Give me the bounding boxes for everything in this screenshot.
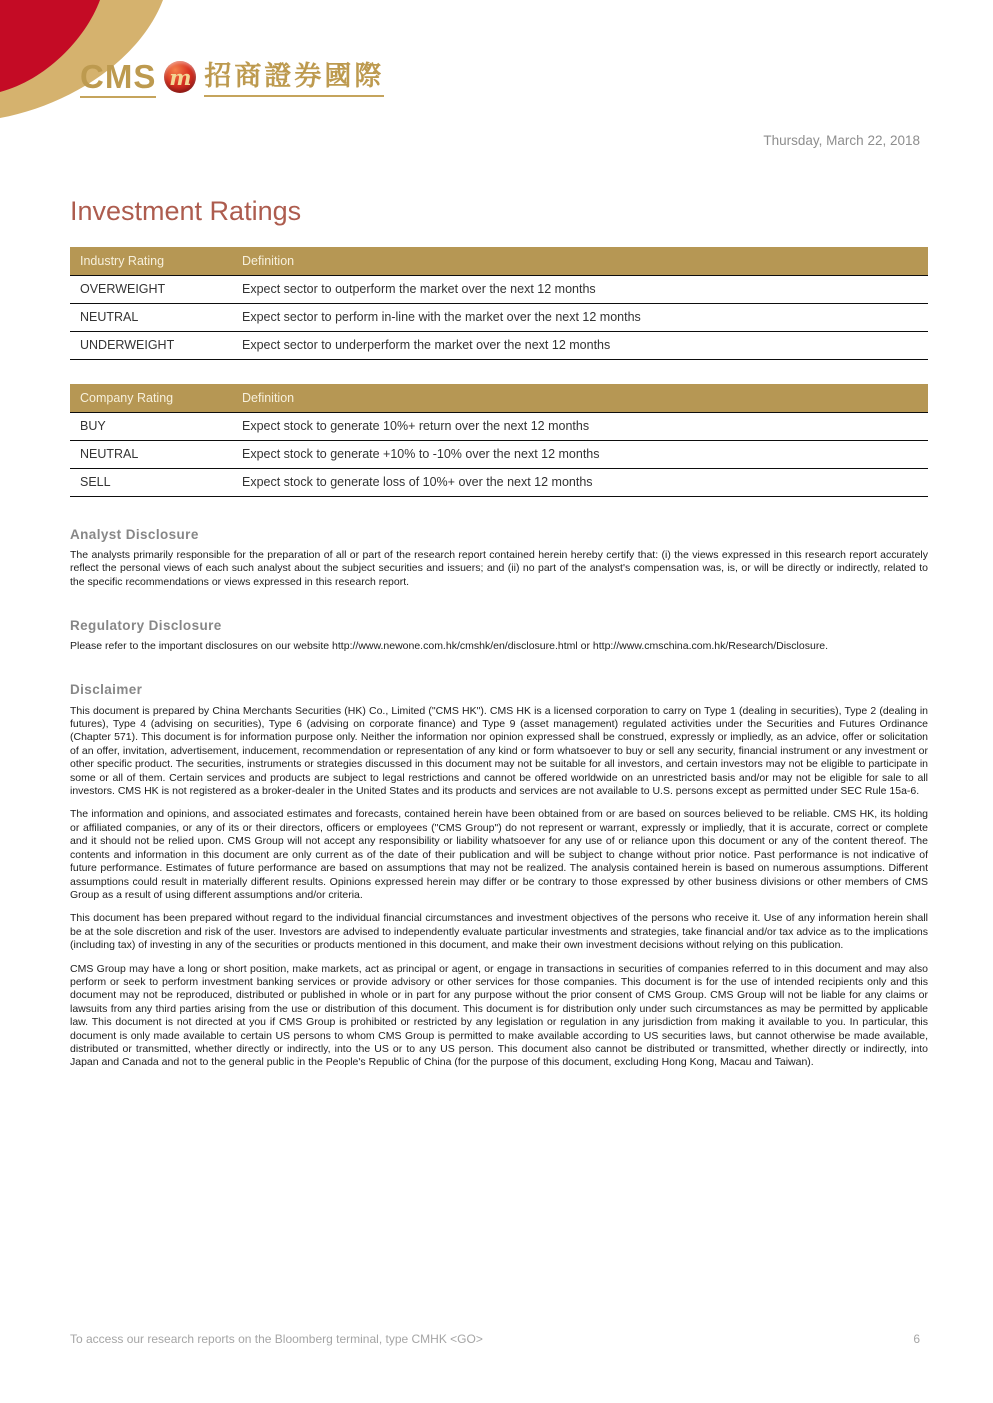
disclaimer-paragraph: The information and opinions, and associated estimates and forecasts, contained herein have been obtained from or are based on sources believed to be reliable. CMS HK, its holding or affiliated companies, or any of its or their directors, officers or employees ("CMS Group") do not represent or warrant, expressly or impliedly, that it is accurate, correct or complete and it should not be relied upon. CMS Group will not accept any responsibility or liability whatsoever for any use of or reliance upon this document or any of the content thereof. The contents and information in this document are only current as of the date of their publication and will be subject to change without prior notice. Past performance is not indicative of future performance. Estimates of future performance are based on assumptions that may not be realized. The analysis contained herein is based on numerous assumptions. Different assumptions could result in materially different results. Opinions expressed herein may differ or be contrary to those expressed by other business divisions or other members of CMS Group as a result of using different assumptions and/or criteria. — [70, 808, 928, 901]
rating-cell: NEUTRAL — [70, 304, 232, 332]
cms-monogram-icon: m — [164, 61, 196, 93]
disclaimer-paragraph: This document has been prepared without regard to the individual financial circumstances and investment objectives of the persons who receive it. Use of any information herein shall be at the sole discretion and risk of the user. Investors are advised to independently evaluate particular investments and strategies, take financial and/or tax advice as to the implications (including tax) of investing in any of the securities or products mentioned in this document, and make their own investment decisions without relying on this publication. — [70, 912, 928, 952]
page-title: Investment Ratings — [70, 196, 302, 226]
definition-cell: Expect sector to perform in-line with the market over the next 12 months — [232, 304, 928, 332]
definition-cell: Expect stock to generate 10%+ return over the next 12 months — [232, 413, 928, 441]
company-rating-table — [70, 384, 928, 497]
page-footer — [70, 1332, 920, 1346]
definition-cell: Expect stock to generate loss of 10%+ over the next 12 months — [232, 469, 928, 497]
footer-note: To access our research reports on the Bloomberg terminal, type CMHK <GO> — [70, 1332, 483, 1346]
table-row — [70, 304, 928, 332]
cms-wordmark: CMS — [80, 60, 156, 98]
table-row — [70, 469, 928, 497]
rating-cell: NEUTRAL — [70, 441, 232, 469]
disclaimer-paragraph: This document is prepared by China Merchants Securities (HK) Co., Limited ("CMS HK"). CMS HK is a licensed corporation to carry on Type 1 (dealing in securities), Type 2 (dealing in futures), Type 4 (advising on securities), Type 6 (advising on corporate finance) and Type 9 (asset management) regulated activities under the Securities and Futures Ordinance (Chapter 571). This document is for information purpose only. Neither the information nor opinion expressed shall be construed, expressly or impliedly, as an advice, offer or solicitation of an offer, invitation, advertisement, inducement, recommendation or representation of any kind or form whatsoever to buy or sell any security, financial instrument or any investment or other specific product. The securities, instruments or strategies discussed in this document may not be suitable for all investors, and certain investors may not be eligible to participate in some or all of them. Certain services and products are subject to legal restrictions and cannot be offered worldwide on an unrestricted basis and/or may not be eligible for sale to all investors. CMS HK is not registered as a broker-dealer in the United States and its products and services are not available to U.S. persons except as permitted under SEC Rule 15a-6. — [70, 704, 928, 798]
industry-rating-table — [70, 247, 928, 360]
column-header-definition: Definition — [232, 384, 928, 413]
analyst-disclosure-heading: Analyst Disclosure — [70, 527, 199, 542]
column-header-industry-rating: Industry Rating — [70, 247, 232, 276]
cms-chinese-name: 招商證券國際 — [204, 62, 384, 97]
definition-cell: Expect stock to generate +10% to -10% over the next 12 months — [232, 441, 928, 469]
column-header-definition: Definition — [232, 247, 928, 276]
disclaimer-paragraph: CMS Group may have a long or short position, make markets, act as principal or agent, or engage in transactions in securities of companies referred to in this document and may also perform or seek to perform investment banking services or provide advisory or other services for those companies. This document is for the use of intended recipients only and this document may not be reproduced, distributed or published in whole or in part for any purpose without the prior consent of CMS Group. CMS Group will not be liable for any claims or lawsuits from any third parties arising from the use or distribution of this document. This document is for distribution only under such circumstances as may be permitted by applicable law. This document is not directed at you if CMS Group is prohibited or restricted by any legislation or regulation in any jurisdiction from making it available to you. In particular, this document is only made available to certain US persons to whom CMS Group is permitted to make available according to US securities laws, but cannot otherwise be made available, distributed or transmitted, whether directly or indirectly, into the US or to any US person. This document also cannot be distributed or transmitted, whether directly or indirectly, into Japan and Canada and not to the general public in the People's Republic of China (for the purpose of this document, excluding Hong Kong, Macau and Taiwan). — [70, 962, 928, 1069]
regulatory-disclosure-text: Please refer to the important disclosures on our website http://www.newone.com.hk/cmshk/en/disclosure.html or http://www.cmschina.com.hk/Research/Disclosure. — [70, 640, 829, 653]
column-header-company-rating: Company Rating — [70, 384, 232, 413]
table-row — [70, 441, 928, 469]
rating-cell: SELL — [70, 469, 232, 497]
definition-cell: Expect sector to underperform the market over the next 12 months — [232, 332, 928, 360]
table-row — [70, 413, 928, 441]
rating-cell: OVERWEIGHT — [70, 276, 232, 304]
table-row — [70, 332, 928, 360]
cms-logo — [80, 60, 384, 98]
table-header-row — [70, 384, 928, 413]
table-row — [70, 276, 928, 304]
definition-cell: Expect sector to outperform the market over the next 12 months — [232, 276, 928, 304]
analyst-disclosure-text: The analysts primarily responsible for the preparation of all or part of the research report contained herein hereby certify that: (i) the views expressed in this research report accurately reflect the personal views of each such analyst about the subject securities and issuers; and (ii) no part of the analyst's compensation was, is, or will be directly or indirectly, related to the specific recommendations or views expressed in this research report. — [70, 549, 928, 588]
page-number: 6 — [913, 1332, 920, 1346]
disclaimer-heading: Disclaimer — [70, 681, 143, 697]
table-header-row — [70, 247, 928, 276]
page-content — [70, 196, 928, 1080]
report-date: Thursday, March 22, 2018 — [763, 133, 920, 148]
rating-cell: BUY — [70, 413, 232, 441]
regulatory-disclosure-heading: Regulatory Disclosure — [70, 618, 222, 634]
rating-cell: UNDERWEIGHT — [70, 332, 232, 360]
